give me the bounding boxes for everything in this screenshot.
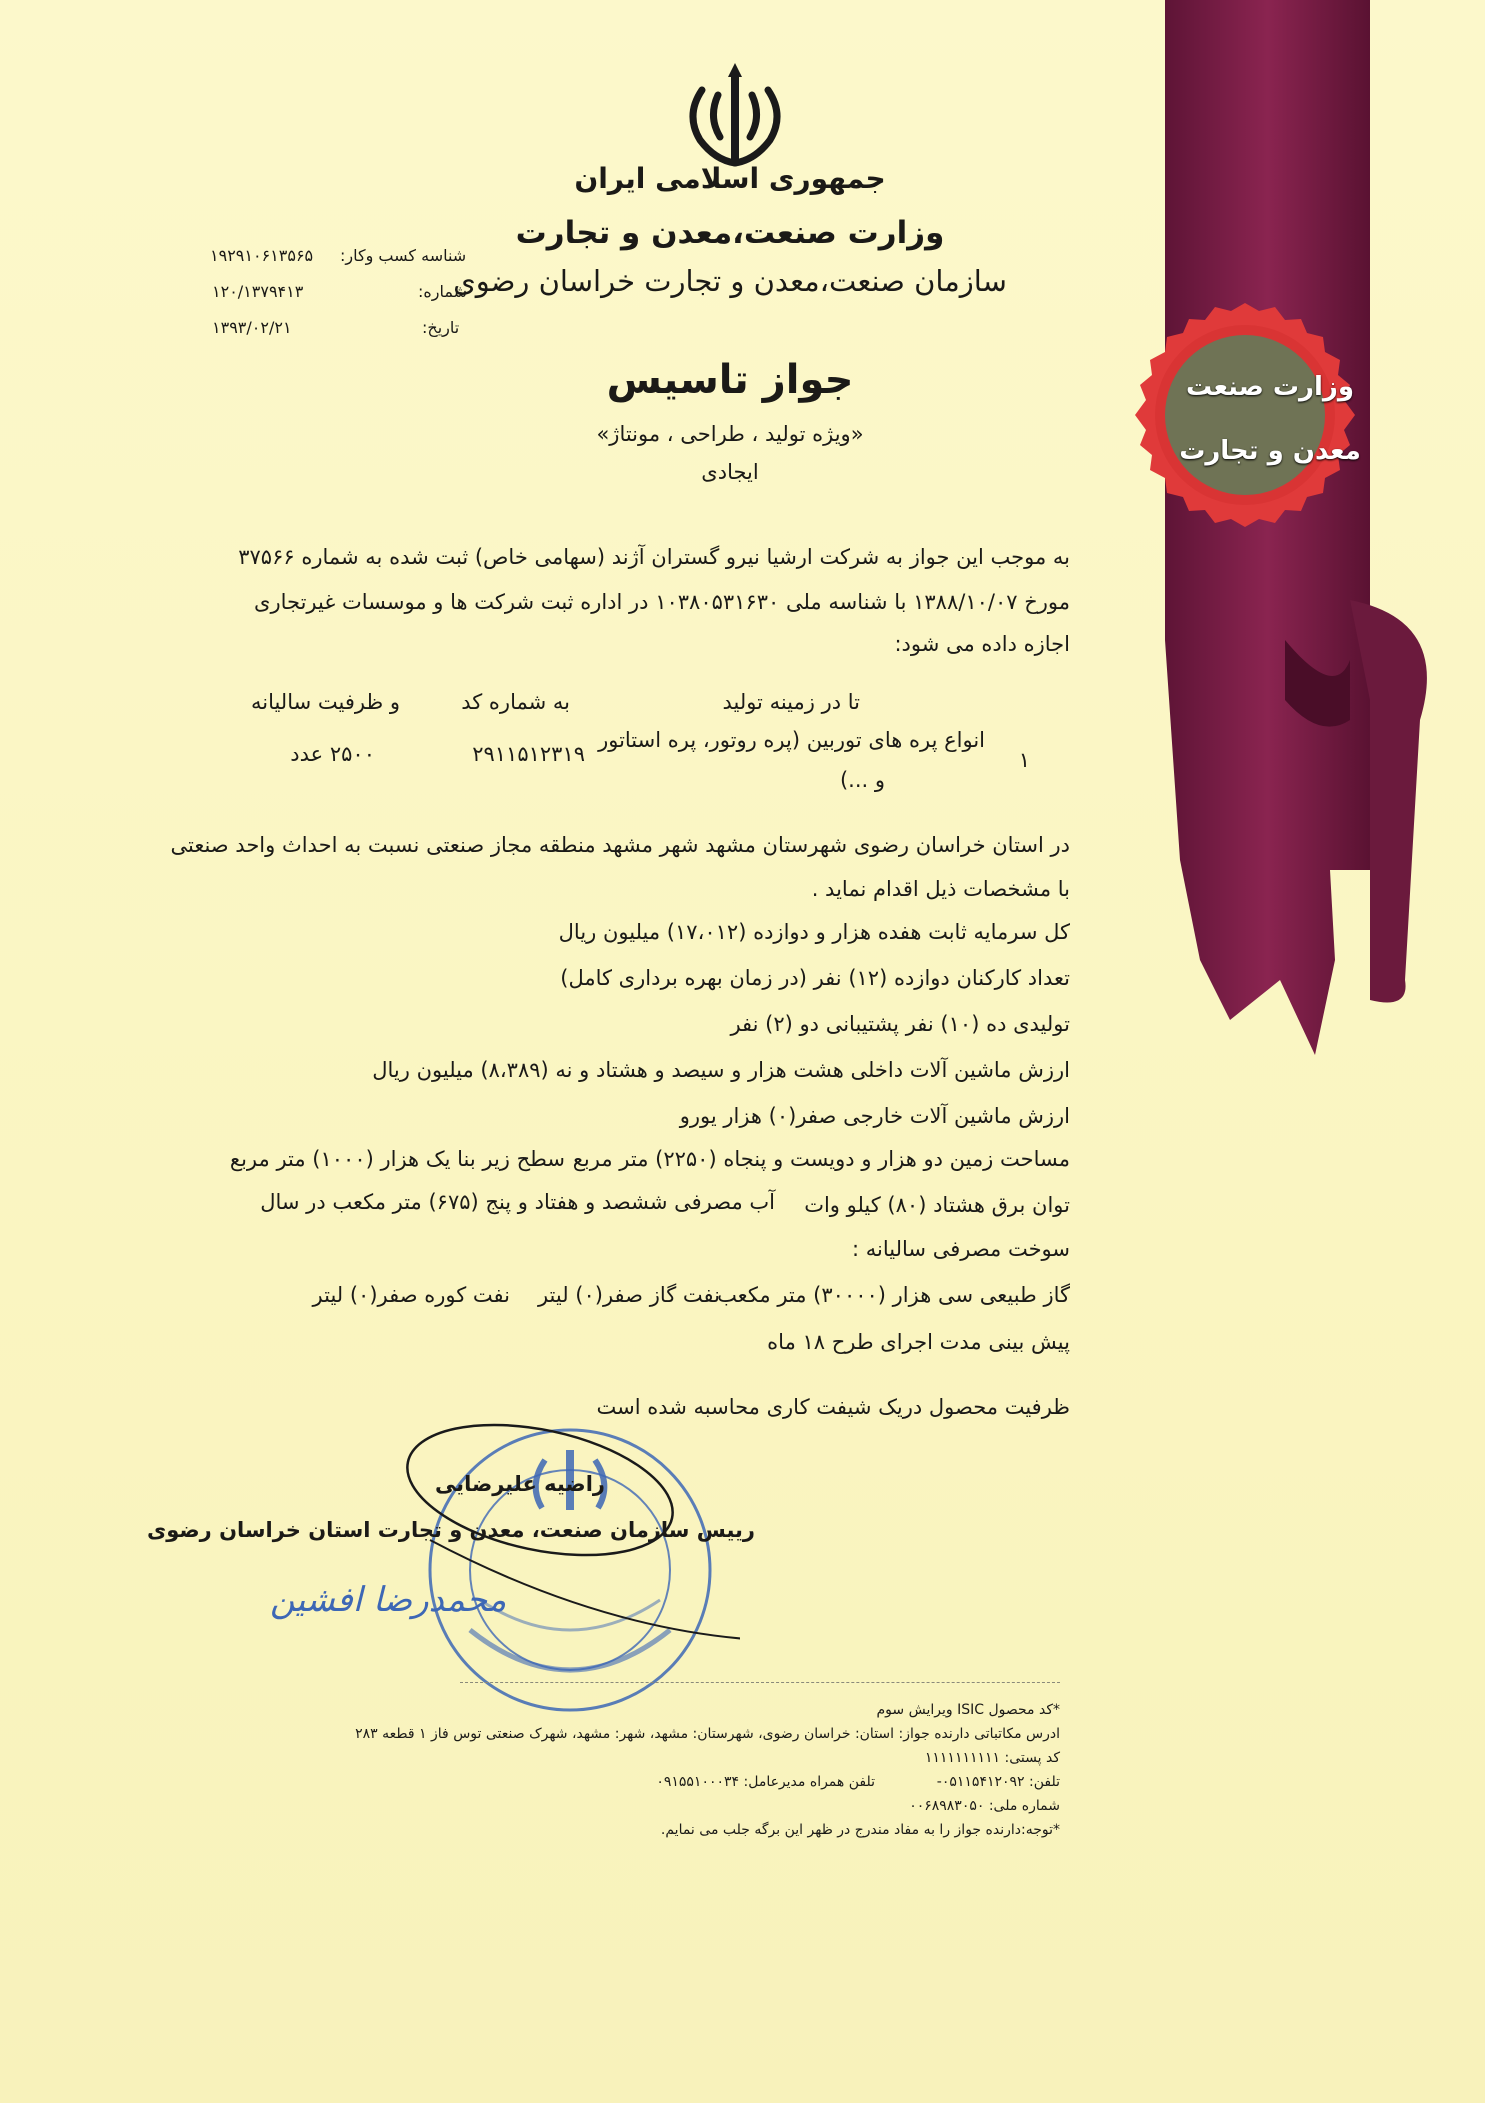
business-id-value: ۱۹۲۹۱۰۶۱۳۵۶۵ [210, 246, 314, 265]
spec-power: توان برق هشتاد (۸۰) کیلو وات [804, 1193, 1070, 1217]
spec-gas-oil: نفت گاز صفر(۰) لیتر [537, 1283, 720, 1307]
business-id-label: شناسه کسب وکار: [340, 246, 467, 265]
ministry-name: وزارت صنعت،معدن و تجارت [515, 215, 945, 251]
footer-phone: تلفن: ۰۵۱۱۵۴۱۲۰۹۲- [936, 1774, 1060, 1790]
number-value: ۱۲۰/۱۳۷۹۴۱۳ [212, 282, 304, 301]
spec-duration: پیش بینی مدت اجرای طرح ۱۸ ماه [767, 1330, 1070, 1354]
row-number: ۱ [1018, 748, 1030, 772]
spec-capital: کل سرمایه ثابت هفده هزار و دوازده (۱۷،۰۱۲) میلیون ریال [558, 920, 1070, 944]
footer-isic: *کد محصول ISIC ویرایش سوم [876, 1702, 1060, 1718]
spec-water: آب مصرفی ششصد و هفتاد و پنج (۶۷۵) متر مکعب در سال [260, 1190, 775, 1214]
signatory-name: راضیه علیرضایی [434, 1472, 605, 1496]
official-stamp [400, 1400, 740, 1730]
badge-line-1: وزارت صنعت [1185, 372, 1355, 402]
document-subtitle: «ویژه تولید ، طراحی ، مونتاژ» [596, 422, 864, 446]
date-value: ۱۳۹۳/۰۲/۲۱ [212, 318, 292, 337]
col-capacity-header: و ظرفیت سالیانه [250, 690, 400, 714]
footer-address: ادرس مکاتباتی دارنده جواز: استان: خراسان رضوی، شهرستان: مشهد، شهر: مشهد، شهرک صنعتی توس فاز ۱ قطعه ۲۸۳ [355, 1726, 1060, 1742]
spec-fuel-title: سوخت مصرفی سالیانه : [852, 1237, 1070, 1261]
spec-land-area: مساحت زمین دو هزار و دویست و پنجاه (۲۲۵۰) متر مربع [572, 1147, 1070, 1171]
location-line-1: در استان خراسان رضوی شهرستان مشهد شهر مشهد منطقه مجاز صنعتی نسبت به احداث واحد صنعتی [170, 833, 1070, 857]
spec-staff: تعداد کارکنان دوازده (۱۲) نفر (در زمان بهره برداری کامل) [560, 966, 1070, 990]
spec-foreign-machinery: ارزش ماشین آلات خارجی صفر(۰) هزار یورو [679, 1104, 1070, 1128]
spec-domestic-machinery: ارزش ماشین آلات داخلی هشت هزار و سیصد و هشتاد و نه (۸،۳۸۹) میلیون ریال [372, 1058, 1070, 1082]
footer-postal: کد پستی: ۱۱۱۱۱۱۱۱۱۱ [924, 1750, 1060, 1766]
intro-line-1: به موجب این جواز به شرکت ارشیا نیرو گستران آژند (سهامی خاص) ثبت شده به شماره ۳۷۵۶۶ [238, 545, 1070, 569]
footer-mobile: تلفن همراه مدیرعامل: ۰۹۱۵۵۱۰۰۰۳۴ [656, 1774, 875, 1790]
iran-emblem-icon [680, 55, 790, 170]
document-title: جواز تاسیس [606, 357, 854, 403]
spec-building-area: سطح زیر بنا یک هزار (۱۰۰۰) متر مربع [229, 1147, 565, 1171]
date-label: تاریخ: [422, 318, 460, 337]
footer-divider [460, 1682, 1060, 1683]
handwritten-signature: محمدرضا افشین [270, 1580, 507, 1620]
col-field-header: تا در زمینه تولید [722, 690, 860, 714]
badge-line-2: معدن و تجارت [1179, 436, 1361, 466]
spec-shift-note: ظرفیت محصول دریک شیفت کاری محاسبه شده است [596, 1395, 1070, 1419]
location-line-2: با مشخصات ذیل اقدام نماید . [811, 877, 1070, 901]
row-product-code: ۲۹۱۱۵۱۲۳۱۹ [472, 742, 585, 766]
ministry-seal-badge [1130, 300, 1360, 530]
country-name: جمهوری اسلامی ایران [574, 162, 886, 195]
spec-kerosene: نفت کوره صفر(۰) لیتر [312, 1283, 510, 1307]
footer-note: *توجه:دارنده جواز را به مفاد مندرج در ظهر این برگه جلب می نمایم. [660, 1822, 1060, 1838]
row-product-line-2: و ...) [839, 768, 885, 792]
intro-line-2: مورخ ۱۳۸۸/۱۰/۰۷ با شناسه ملی ۱۰۳۸۰۵۳۱۶۳۰ در اداره ثبت شرکت ها و موسسات غیرتجاری [254, 590, 1070, 614]
row-product-line-1: انواع پره های توربین (پره روتور، پره استاتور [598, 728, 985, 752]
col-code-header: به شماره کد [461, 690, 570, 714]
row-capacity: ۲۵۰۰ عدد [290, 742, 375, 766]
organization-name: سازمان صنعت،معدن و تجارت خراسان رضوی [453, 264, 1007, 298]
document-type: ایجادی [701, 460, 759, 484]
spec-natural-gas: گاز طبیعی سی هزار (۳۰۰۰۰) متر مکعب [717, 1283, 1070, 1307]
spec-staff-split: تولیدی ده (۱۰) نفر پشتیبانی دو (۲) نفر [730, 1012, 1070, 1036]
number-label: شماره: [418, 282, 468, 301]
ribbon-decoration [1120, 0, 1485, 1060]
footer-national-id: شماره ملی: ۰۰۶۸۹۸۳۰۵۰ [909, 1798, 1060, 1814]
intro-line-3: اجازه داده می شود: [894, 632, 1070, 656]
signatory-position: رییس سازمان صنعت، معدن و تجارت استان خراسان رضوی [146, 1518, 755, 1542]
